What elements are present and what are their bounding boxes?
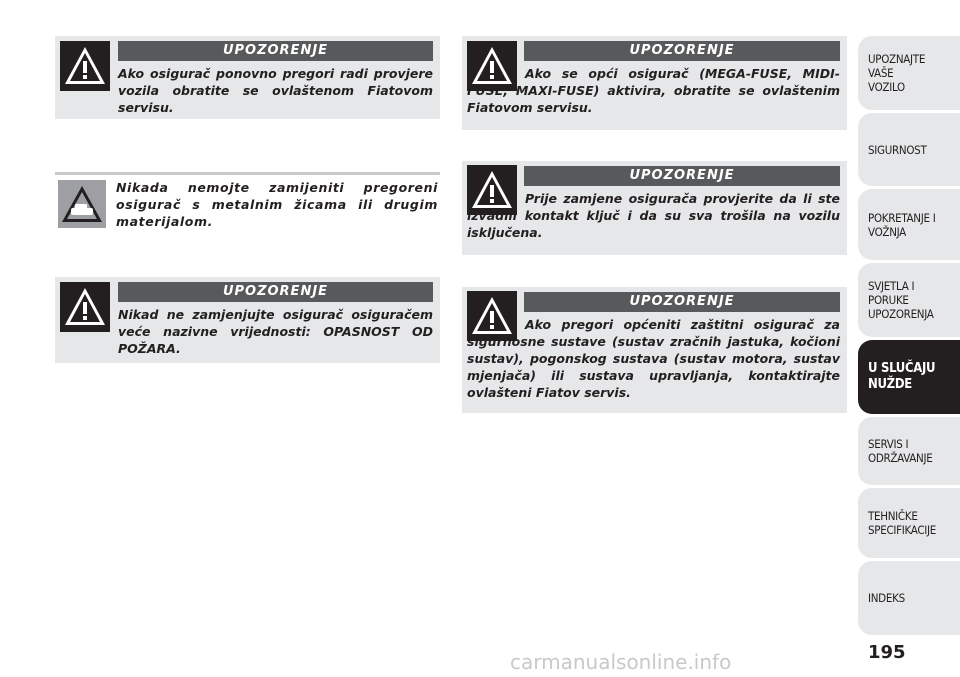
warning-text: Nikad ne zamjenjujte osigurač osiguračem veće nazivne vrijednosti: OPASNOST OD POŽARA. (118, 307, 433, 356)
tab-sigurnost[interactable] (858, 113, 960, 186)
tab-upoznajte[interactable] (858, 36, 960, 110)
tab-label: UPOZNAJTE VAŠE VOZILO (868, 52, 926, 94)
tab-label: TEHNIČKE SPECIFIKACIJE (868, 509, 937, 537)
tab-indeks[interactable] (858, 561, 960, 635)
page-number: 195 (868, 642, 906, 663)
warning-header: UPOZORENJE (524, 166, 840, 186)
tab-tehnicke[interactable] (858, 488, 960, 558)
tab-label: SERVIS I ODRŽAVANJE (868, 437, 933, 465)
tab-label: SVJETLA I PORUKE UPOZORENJA (868, 279, 934, 321)
tab-label: POKRETANJE I VOŽNJA (868, 210, 936, 239)
car-warning-icon (58, 180, 106, 228)
warning-header: UPOZORENJE (118, 282, 433, 302)
warning-text: Ako se opći osigurač (MEGA-FUSE, MIDI-FUSE, MAXI-FUSE) aktivira, obratite se ovlaštenim Fiatovom servisu. (467, 66, 840, 115)
tab-svjetla[interactable] (858, 263, 960, 337)
warning-text: Ako osigurač ponovno pregori radi provjere vozila obratite se ovlaštenom Fiatovom servisu. (118, 66, 433, 115)
note-text: Nikada nemojte zamijeniti pregoreni osigurač s metalnim žicama ili drugim materijalom. (116, 180, 438, 229)
warning-header: UPOZORENJE (524, 292, 840, 312)
tab-label: SIGURNOST (868, 142, 927, 157)
tab-label: INDEKS (868, 591, 905, 605)
warning-text: Ako pregori općeniti zaštitni osigurač za sigurnosne sustave (sustav zračnih jastuka, kočioni sustav), pogonskog sustava (sustav motora, sustav mjenjača) ili sustava upravljanja, kontaktirajte ovlašteni Fiatov servis. (467, 317, 840, 400)
warning-header: UPOZORENJE (118, 41, 433, 61)
tab-pokretanje[interactable] (858, 189, 960, 260)
tab-u-slucaju-nuzde[interactable] (858, 340, 960, 414)
warning-header: UPOZORENJE (524, 41, 840, 61)
tab-servis[interactable] (858, 417, 960, 485)
warning-triangle-icon (60, 282, 110, 332)
watermark: carmanualsonline.info (510, 650, 732, 674)
warning-triangle-icon (60, 41, 110, 91)
tab-label: U SLUČAJU NUŽDE (868, 361, 936, 392)
warning-text: Prije zamjene osigurača provjerite da li ste izvadili kontakt ključ i da su sva trošila na vozilu isključena. (467, 191, 840, 240)
